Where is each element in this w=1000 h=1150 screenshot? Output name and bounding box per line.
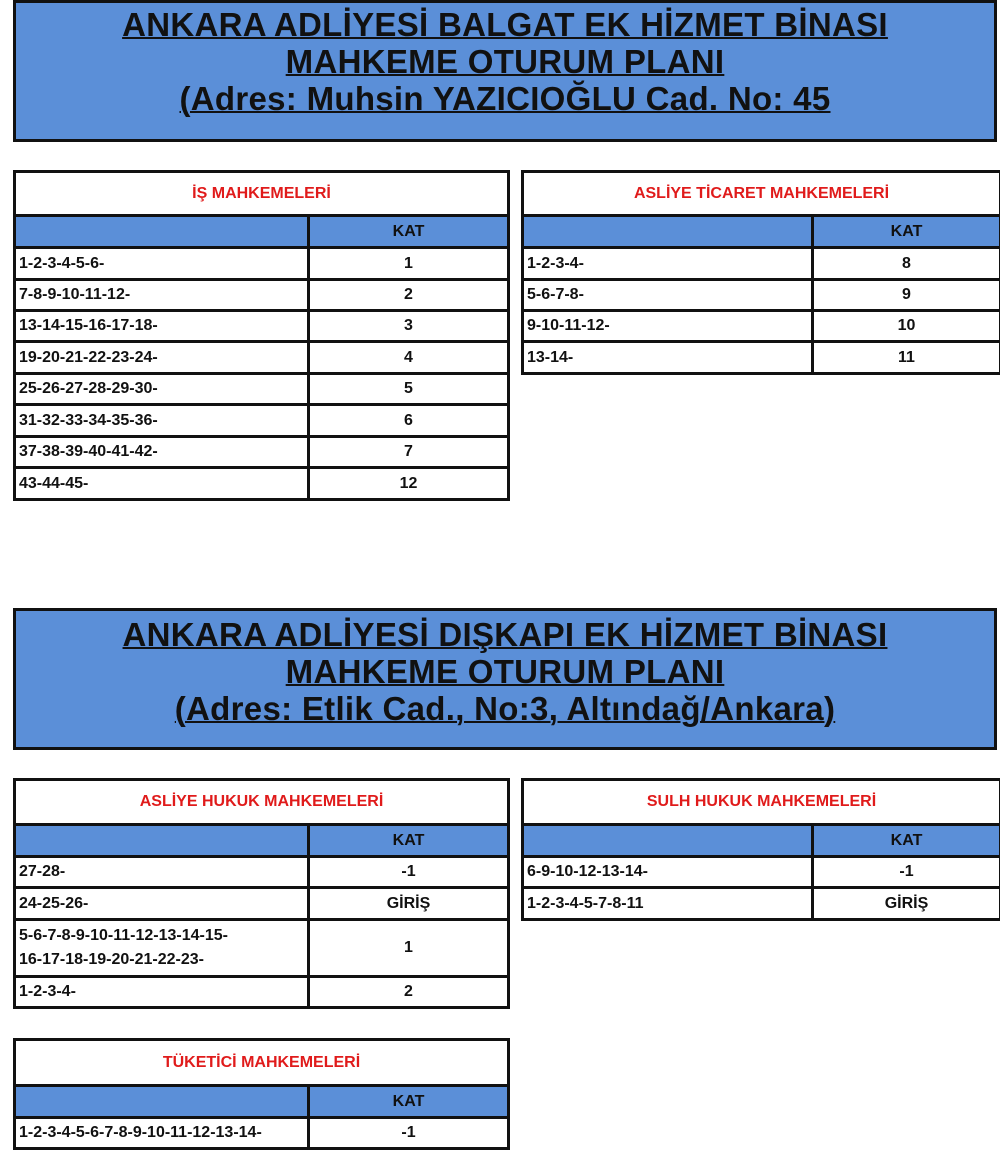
kat-cell: 8 (813, 248, 1000, 280)
courts-cell: 37-38-39-40-41-42- (15, 437, 309, 468)
courts-cell: 1-2-3-4-5-6-7-8-9-10-11-12-13-14- (15, 1118, 309, 1149)
kat-cell: GİRİŞ (309, 888, 509, 920)
courts-cell: 43-44-45- (15, 468, 309, 500)
kat-cell: 2 (309, 280, 509, 311)
table-title: ASLİYE HUKUK MAHKEMELERİ (15, 780, 509, 825)
diskapi-title: ANKARA ADLİYESİ DIŞKAPI EK HİZMET BİNASI (122, 616, 888, 653)
courts-cell (15, 920, 309, 977)
table-row (523, 857, 1000, 888)
sulh-hukuk-table (521, 778, 1000, 921)
kat-header: KAT (309, 1086, 509, 1118)
balgat-title: ANKARA ADLİYESİ BALGAT EK HİZMET BİNASI (122, 6, 888, 43)
balgat-banner (13, 0, 997, 142)
table-title: İŞ MAHKEMELERİ (15, 172, 509, 216)
courts-cell: 7-8-9-10-11-12- (15, 280, 309, 311)
courts-cell: 1-2-3-4-5-7-8-11 (523, 888, 813, 920)
kat-cell: 11 (813, 342, 1000, 374)
table-row (15, 1118, 509, 1149)
kat-cell: 12 (309, 468, 509, 500)
table-row (523, 280, 1000, 311)
kat-cell: 3 (309, 311, 509, 342)
header-blank-cell (523, 216, 813, 248)
table-row (15, 248, 509, 280)
diskapi-banner (13, 608, 997, 750)
courts-cell: 13-14- (523, 342, 813, 374)
table-row (15, 280, 509, 311)
kat-header: KAT (309, 825, 509, 857)
header-blank-cell (15, 1086, 309, 1118)
courts-cell: 25-26-27-28-29-30- (15, 374, 309, 405)
balgat-address: (Adres: Muhsin YAZICIOĞLU Cad. No: 45 (179, 80, 831, 117)
kat-cell: 6 (309, 405, 509, 437)
kat-header: KAT (309, 216, 509, 248)
table-row (15, 468, 509, 500)
table-row (15, 374, 509, 405)
diskapi-subtitle: MAHKEME OTURUM PLANI (285, 653, 725, 690)
kat-header: KAT (813, 825, 1000, 857)
table-row (15, 857, 509, 888)
balgat-subtitle: MAHKEME OTURUM PLANI (285, 43, 725, 80)
kat-cell: -1 (309, 857, 509, 888)
courts-line: 16-17-18-19-20-21-22-23- (19, 951, 204, 968)
table-row (15, 405, 509, 437)
header-blank-cell (523, 825, 813, 857)
courts-cell: 6-9-10-12-13-14- (523, 857, 813, 888)
courts-cell: 27-28- (15, 857, 309, 888)
kat-cell: 2 (309, 977, 509, 1008)
header-blank-cell (15, 825, 309, 857)
courts-line: 5-6-7-8-9-10-11-12-13-14-15- (19, 927, 228, 944)
kat-cell: 1 (309, 248, 509, 280)
table-row (15, 311, 509, 342)
courts-cell: 9-10-11-12- (523, 311, 813, 342)
table-row (523, 311, 1000, 342)
table-row (523, 888, 1000, 920)
kat-header: KAT (813, 216, 1000, 248)
asliye-hukuk-table (13, 778, 510, 1009)
courts-cell: 1-2-3-4-5-6- (15, 248, 309, 280)
courts-cell: 13-14-15-16-17-18- (15, 311, 309, 342)
table-row (15, 888, 509, 920)
header-blank-cell (15, 216, 309, 248)
table-row (15, 920, 509, 977)
table-title: ASLİYE TİCARET MAHKEMELERİ (523, 172, 1000, 216)
courts-cell: 31-32-33-34-35-36- (15, 405, 309, 437)
kat-cell: 7 (309, 437, 509, 468)
tuketici-table (13, 1038, 510, 1150)
kat-cell: 9 (813, 280, 1000, 311)
table-row (15, 342, 509, 374)
kat-cell: -1 (813, 857, 1000, 888)
table-row (523, 248, 1000, 280)
table-row (523, 342, 1000, 374)
table-title: SULH HUKUK MAHKEMELERİ (523, 780, 1000, 825)
is-mahkemeleri-table (13, 170, 510, 501)
courts-cell: 1-2-3-4- (523, 248, 813, 280)
kat-cell: GİRİŞ (813, 888, 1000, 920)
table-row (15, 437, 509, 468)
courts-cell: 1-2-3-4- (15, 977, 309, 1008)
table-row (15, 977, 509, 1008)
courts-cell: 5-6-7-8- (523, 280, 813, 311)
kat-cell: 5 (309, 374, 509, 405)
kat-cell: 10 (813, 311, 1000, 342)
asliye-ticaret-table (521, 170, 1000, 375)
kat-cell: 1 (309, 920, 509, 977)
diskapi-address: (Adres: Etlik Cad., No:3, Altındağ/Ankara) (174, 690, 836, 727)
kat-cell: 4 (309, 342, 509, 374)
kat-cell: -1 (309, 1118, 509, 1149)
courts-cell: 19-20-21-22-23-24- (15, 342, 309, 374)
table-title: TÜKETİCİ MAHKEMELERİ (15, 1040, 509, 1086)
courts-cell: 24-25-26- (15, 888, 309, 920)
